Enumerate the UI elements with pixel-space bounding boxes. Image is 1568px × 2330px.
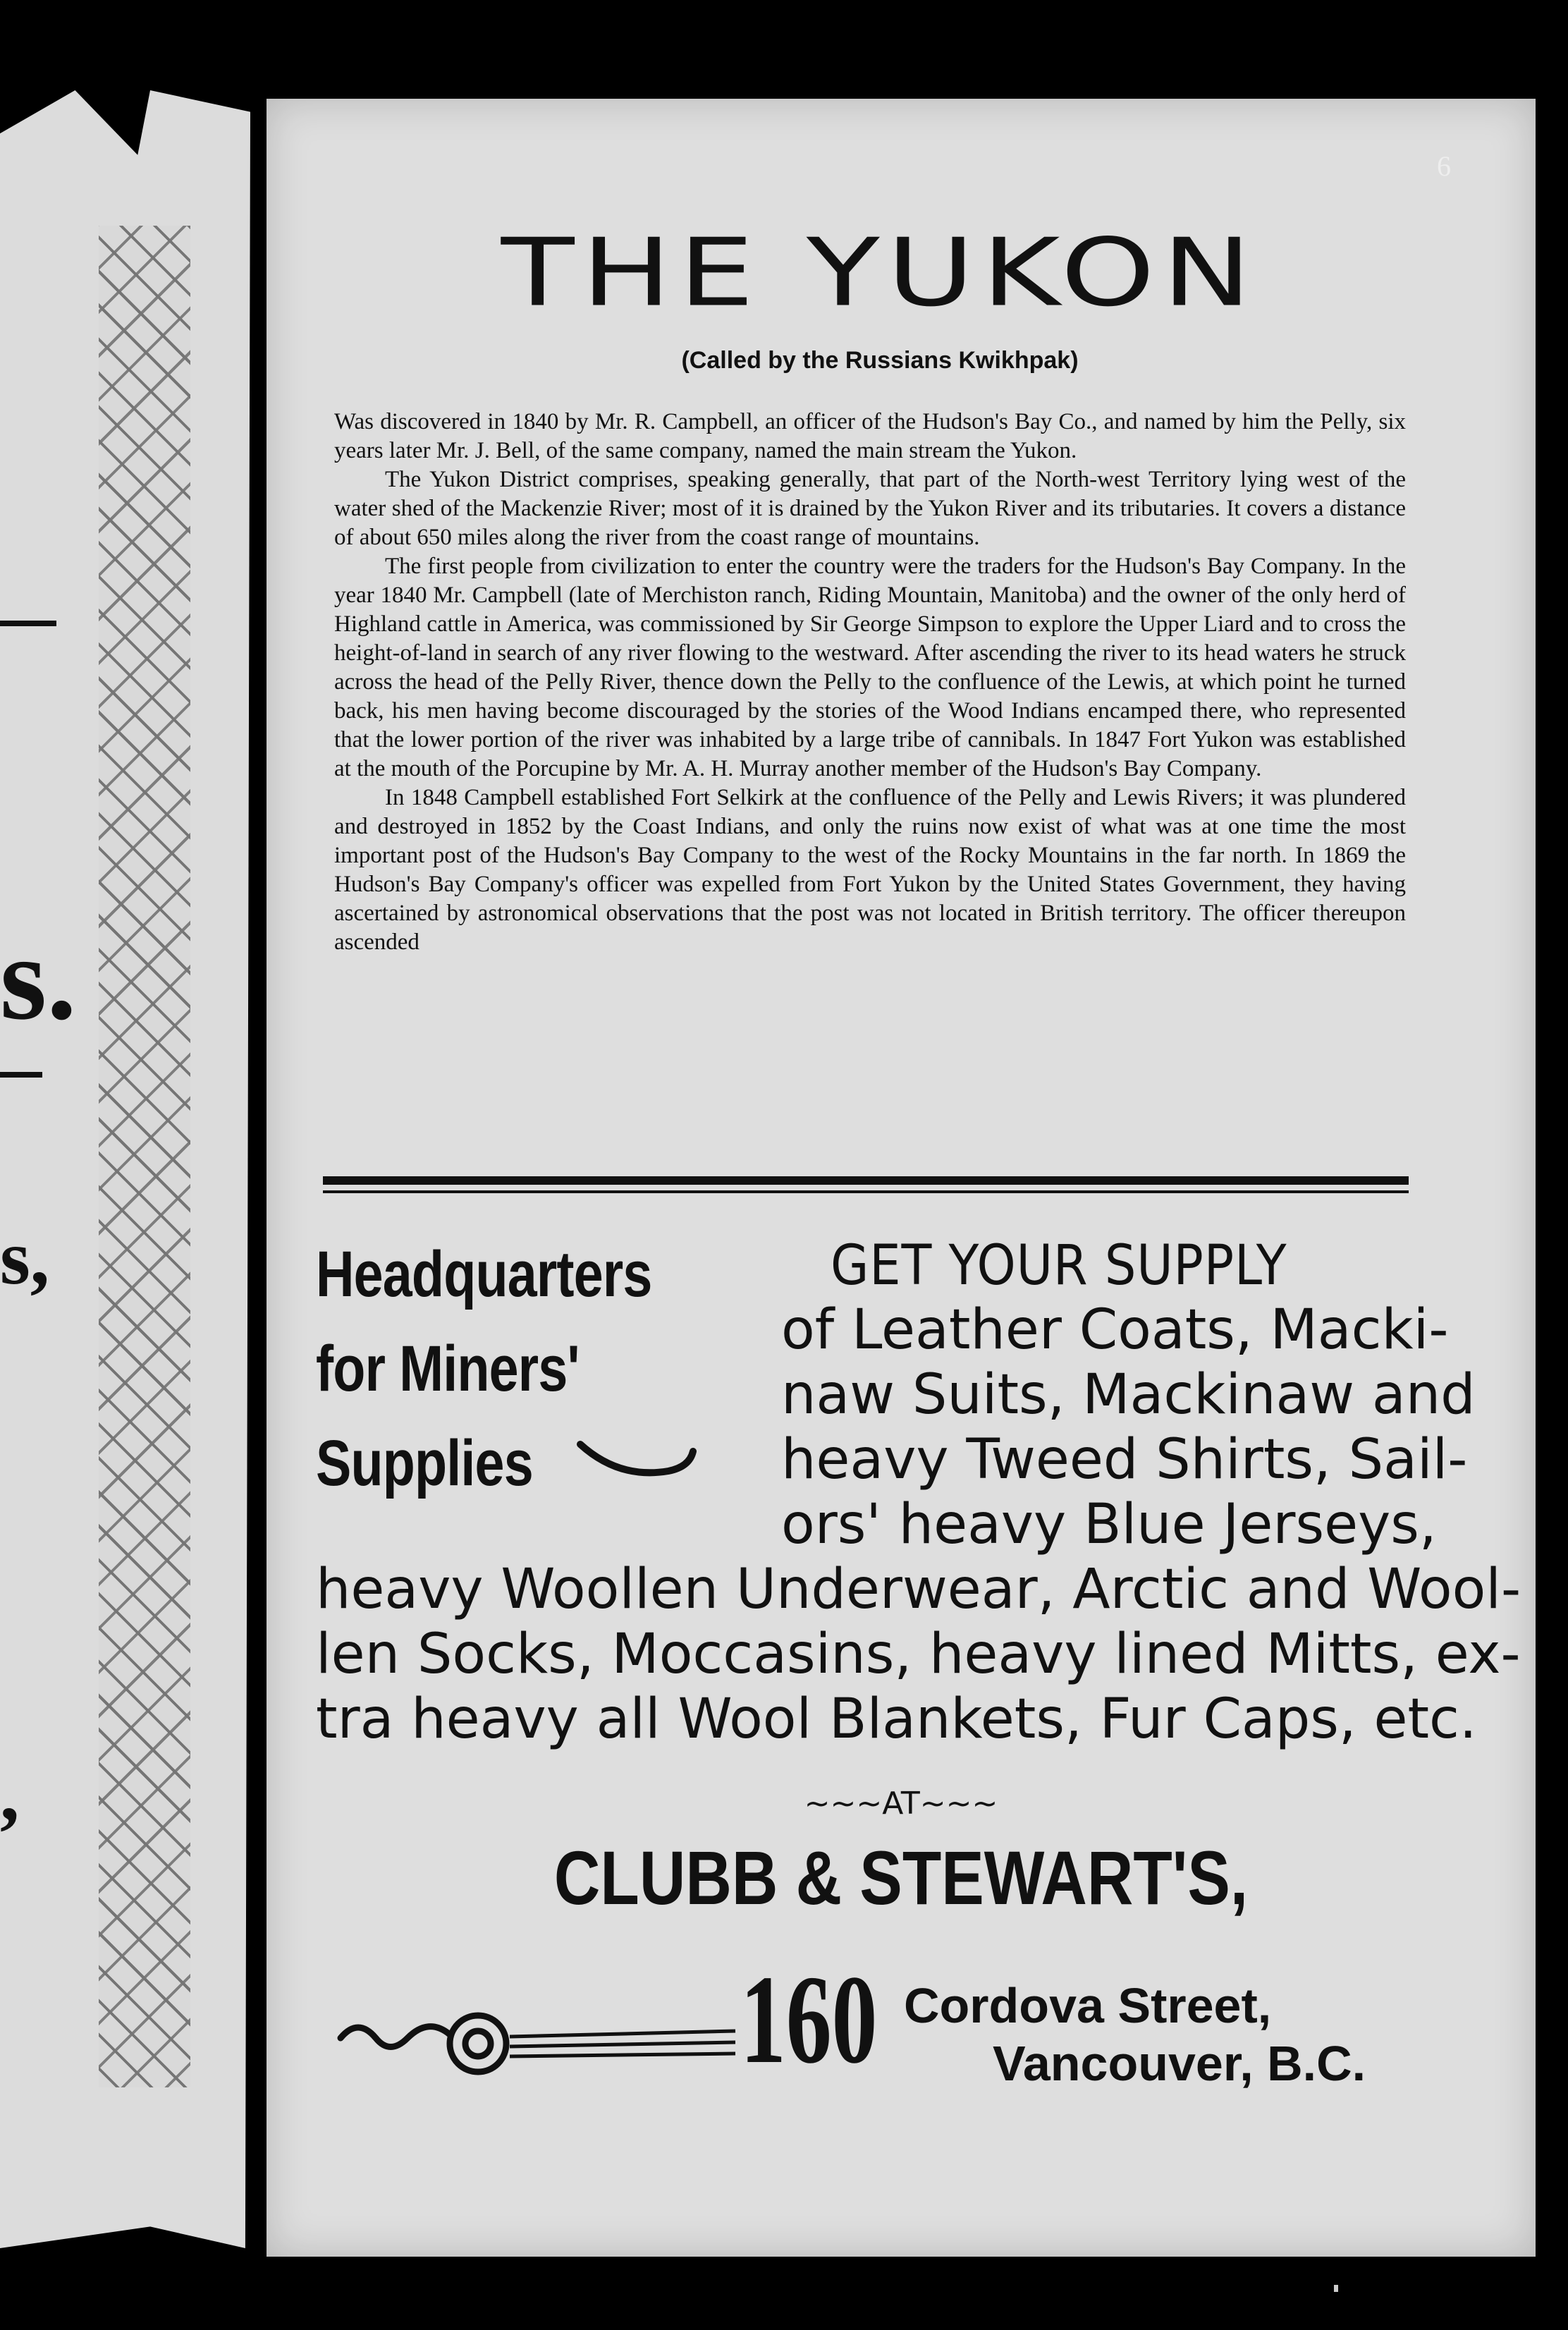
scan-speck	[1334, 2285, 1338, 2292]
article-paragraph: The first people from civilization to enter the country were the traders for the Hudson's Bay Company. In the year 1840 Mr. Campbell (late of Merchiston ranch, Riding Mountain, Manitoba) and the owner of the only herd of Highland cattle in America, was commissioned by Sir George Simpson to explore the Upper Liard and to cross the height-of-land in search of any river flowing to the westward. After ascending the river to its head waters he struck across the head of the Pelly River, thence down the Pelly to the confluence of the Lewis, at which point he turned back, his men having become discouraged by the stories of the Wood Indians encamped there, who represented that the lower portion of the river was inhabited by a large tribe of cannibals. In 1847 Fort Yukon was established at the mouth of the Porcupine by Mr. A. H. Murray another member of the Hudson's Bay Company.	[334, 554, 1406, 781]
ad-line: len Socks, Moccasins, heavy lined Mitts, ex-	[316, 1623, 1521, 1686]
ad-body	[316, 1298, 1521, 1752]
left-page-fragment: s.	[0, 912, 77, 1044]
article-title: THE YUKON	[501, 219, 1259, 328]
left-page-rule	[0, 1072, 42, 1078]
ad-headline-line: for Miners'	[316, 1333, 580, 1405]
ad-headline-line: Headquarters	[316, 1238, 652, 1310]
article-body	[334, 408, 1406, 957]
ad-subheading: GET YOUR SUPPLY	[831, 1234, 1287, 1298]
left-page-fragment: s,	[0, 1214, 50, 1300]
store-name: CLUBB & STEWART'S,	[553, 1835, 1249, 1920]
ad-line: of Leather Coats, Macki-	[781, 1298, 1449, 1362]
ad-line: naw Suits, Mackinaw and	[781, 1363, 1476, 1427]
article-paragraph: The Yukon District comprises, speaking generally, that part of the North-west Territory lying west of the water shed of the Mackenzie River; most of it is drained by the Yukon River and its tributaries. It covers a distance of about 650 miles along the river from the coast range of mountains.	[334, 467, 1406, 550]
ad-line: ors' heavy Blue Jerseys,	[781, 1493, 1437, 1556]
page-number: 6	[1437, 150, 1451, 182]
address-city: Vancouver, B.C.	[993, 2036, 1366, 2091]
ad-headline-line: Supplies	[316, 1427, 533, 1499]
divider-rule	[323, 1176, 1409, 1185]
left-page-fragment: ,	[0, 1750, 20, 1836]
ad-line: heavy Tweed Shirts, Sail-	[781, 1428, 1468, 1492]
article-paragraph: Was discovered in 1840 by Mr. R. Campbell, an officer of the Hudson's Bay Co., and named by him the Pelly, six years later Mr. J. Bell, of the same company, named the main stream the Yukon.	[334, 409, 1406, 463]
article-paragraph: In 1848 Campbell established Fort Selkirk at the confluence of the Pelly and Lewis Rivers; it was plundered and destroyed in 1852 by the Coast Indians, and only the ruins now exist of what was at one time the most important post of the Hudson's Bay Company to the west of the Rocky Mountains in the far north. In 1869 the Hudson's Bay Company's officer was expelled from Fort Yukon by the United States Government, they having ascertained by astronomical observations that the post was not located in British territory. The officer thereupon ascended	[334, 785, 1406, 955]
at-line: ~~~AT~~~	[804, 1786, 998, 1822]
document-page	[267, 99, 1536, 2257]
left-page-rule	[0, 621, 56, 626]
address-street: Cordova Street,	[904, 1978, 1272, 2033]
article-subtitle: (Called by the Russians Kwikhpak)	[681, 347, 1079, 374]
street-number: 160	[740, 1949, 878, 2090]
ad-line: tra heavy all Wool Blankets, Fur Caps, etc.	[316, 1688, 1477, 1751]
flourish-icon	[337, 1996, 739, 2087]
divider-rule	[323, 1190, 1409, 1193]
ad-line: heavy Woollen Underwear, Arctic and Wool-	[316, 1558, 1521, 1621]
